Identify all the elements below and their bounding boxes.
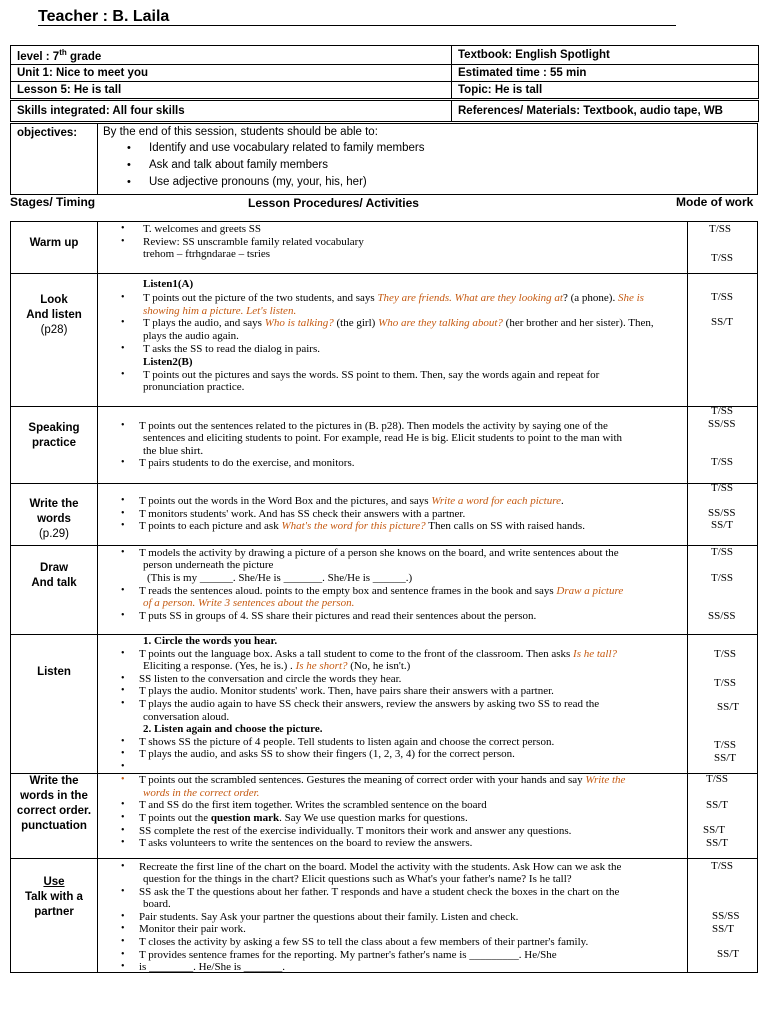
bullet-icon: • [121,508,125,519]
mode-of-work: T/SS [714,677,737,689]
stage-listen: Listen [37,666,71,678]
bullet-icon: • [121,343,125,354]
objectives-divider [97,124,98,194]
activity-subheading: Listen2(B) [143,356,193,368]
procedure-item: T plays the audio, and asks SS to show their fingers (1, 2, 3, 4) for the correct person. [139,748,515,760]
teacher-underline [38,25,676,26]
mode-of-work: SS/T [712,923,735,935]
procedure-item: T reads the sentences aloud. points to the empty box and sentence frames in the book and says Draw a picture [139,585,624,597]
bullet-icon: • [121,825,125,836]
row-divider [11,273,757,274]
procedure-item: T shows SS the picture of 4 people. Tell students to listen again and choose the correct person. [139,736,555,748]
topic-cell: Topic: He is tall [452,81,759,98]
references-cell: References/ Materials: Textbook, audio tape, WB [452,100,759,121]
mode-of-work: SS/SS [708,610,736,622]
mode-of-work: T/SS [709,223,732,235]
procedure-item: the blue shirt. [143,445,204,457]
activity-subheading: Listen1(A) [143,278,194,290]
stage-write-the-words: Write the words (p.29) [29,498,79,540]
procedure-item: T pairs students to do the exercise, and monitors. [139,457,355,469]
lesson-cell: Lesson 5: He is tall [11,81,452,98]
procedure-item: SS listen to the conversation and circle the words they hear. [139,673,402,685]
procedure-item: T plays the audio. Monitor students' work. Then, have pairs share their answers with a partner. [139,685,554,697]
objective-item: Use adjective pronouns (my, your, his, her) [149,176,367,188]
bullet-icon: • [121,547,125,558]
mode-of-work: T/SS [711,860,734,872]
mode-of-work: SS/T [717,948,740,960]
procedure-item: conversation aloud. [143,711,230,723]
bullet-icon: • [121,673,125,684]
mode-of-work: T/SS [706,773,729,785]
procedure-item: T points out the picture of the two students, and says They are friends. What are they looking at? (a phone). She is [143,292,644,304]
mode-of-work: T/SS [711,456,734,468]
procedure-item: pronunciation practice. [143,381,245,393]
bullet-icon: • [121,861,125,872]
bullet-icon: • [121,648,125,659]
mode-of-work: SS/T [711,519,734,531]
bullet-icon: • [121,774,125,785]
procedure-item: T asks volunteers to write the sentences on the board to review the answers. [139,837,473,849]
mode-of-work: T/SS [711,405,734,417]
procedure-item: Pair students. Say Ask your partner the questions about their family. Listen and check. [139,911,519,923]
procedure-item: is ________. He/She is _______. [139,961,286,973]
bullet-icon: • [121,236,125,247]
unit-cell: Unit 1: Nice to meet you [11,64,452,81]
stage-warm-up: Warm up [29,237,79,249]
mode-of-work: T/SS [711,482,734,494]
procedure-item: T provides sentence frames for the reporting. My partner's father's name is _________. He/She [139,949,557,961]
row-divider [11,634,757,635]
stage-correct-order: Write the words in the correct order. punctuation [16,775,92,832]
bullet-icon: • [121,949,125,960]
mode-of-work: T/SS [714,739,737,751]
procedure-item: showing him a picture. Let's listen. [143,305,297,317]
mode-of-work: T/SS [714,648,737,660]
procedure-item: question for the things in the chart? Elicit questions such as What's your father's name? Is he tall? [143,873,572,885]
procedure-item: T and SS do the first item together. Writes the scrambled sentence on the board [139,799,487,811]
procedure-item: board. [143,898,171,910]
bullet-icon: • [127,159,131,171]
row-divider [11,406,757,407]
mode-of-work: T/SS [711,546,734,558]
bullet-icon: • [121,520,125,531]
procedure-item: sentences and eliciting students to point. For example, read He is big. Elicit students to point to the man with [143,432,623,444]
procedure-item: Monitor their pair work. [139,923,246,935]
procedure-item: plays the audio again. [143,330,239,342]
lesson-header-table [10,45,759,122]
bullet-icon: • [121,317,125,328]
procedure-item: SS complete the rest of the exercise individually. T monitors their work and answer any questions. [139,825,572,837]
column-divider [97,222,98,972]
bullet-icon: • [121,923,125,934]
lesson-procedures-table [10,221,758,973]
mode-of-work: SS/T [711,316,734,328]
teacher-name: Teacher : B. Laila [38,8,170,25]
stage-look-and-listen: Look And listen (p28) [26,294,82,336]
procedure-item: T closes the activity by asking a few SS to tell the class about a few members of their partner's family. [139,936,589,948]
stages-column-header: Stages/ Timing [10,195,96,209]
bullet-icon: • [121,698,125,709]
stage-draw-and-talk: Draw And talk [31,562,77,589]
procedure-item: T plays the audio again to have SS check their answers, review the answers by asking two SS to read the [139,698,600,710]
procedure-item: T models the activity by drawing a picture of a person she knows on the board, and write sentences about the [139,547,619,559]
objective-item: Ask and talk about family members [149,159,328,171]
procedure-item: SS ask the T the questions about her father. T responds and have a student check the boxes in the chart on the [139,886,620,898]
bullet-icon: • [121,812,125,823]
mode-of-work: SS/SS [712,910,740,922]
bullet-icon: • [121,292,125,303]
procedure-item: Review: SS unscramble family related vocabulary [143,236,364,248]
procedure-item: T points to each picture and ask What's the word for this picture? Then calls on SS with raised hands. [139,520,585,532]
bullet-icon: • [121,936,125,947]
bullet-icon: • [121,886,125,897]
procedure-item: T puts SS in groups of 4. SS share their pictures and read their sentences about the person. [139,610,537,622]
row-divider [11,483,757,484]
procedure-item: trehom – ftrhgndarae – tsries [143,248,271,260]
procedure-item: Recreate the first line of the chart on the board. Model the activity with the students. Ask How can we ask the [139,861,622,873]
objectives-intro: By the end of this session, students should be able to: [103,126,378,138]
level-cell: level : 7th grade [11,46,452,65]
bullet-icon: • [121,495,125,506]
procedure-item: (This is my ______. She/He is _______. She/He is ______.) [147,572,413,584]
bullet-icon: • [121,610,125,621]
bullet-icon: • [121,457,125,468]
mode-of-work: SS/T [703,824,726,836]
objectives-label: objectives: [17,127,78,139]
bullet-icon: • [121,748,125,759]
procedure-item: T monitors students' work. And has SS check their answers with a partner. [139,508,466,520]
row-divider [11,545,757,546]
bullet-icon: • [127,176,131,188]
bullet-icon: • [121,420,125,431]
mode-column-header: Mode of work [676,195,754,209]
objective-item: Identify and use vocabulary related to family members [149,142,425,154]
mode-of-work: SS/T [706,837,729,849]
objectives-box [10,123,758,195]
procedure-item: T points out the language box. Asks a tall student to come to the front of the classroom. Then asks Is he tall? [139,648,618,660]
activity-subheading: 2. Listen again and choose the picture. [143,723,323,735]
mode-of-work: SS/SS [708,507,736,519]
bullet-icon: • [121,585,125,596]
mode-of-work: SS/T [714,752,737,764]
procedure-item: of a person. Write 3 sentences about the person. [143,597,355,609]
procedure-item: words in the correct order. [143,787,260,799]
stage-speaking-practice: Speaking practice [28,422,80,449]
row-divider [11,858,757,859]
mode-of-work: T/SS [711,291,734,303]
procedures-column-header: Lesson Procedures/ Activities [248,196,419,210]
mode-of-work: SS/T [717,701,740,713]
bullet-icon: • [121,799,125,810]
skills-cell: Skills integrated: All four skills [11,100,452,121]
procedure-item: T points out the pictures and says the words. SS point to them. Then, say the words again and repeat for [143,369,600,381]
bullet-icon: • [121,685,125,696]
mode-of-work: SS/T [706,799,729,811]
bullet-icon: • [121,761,125,772]
procedure-item: T asks the SS to read the dialog in pairs. [143,343,320,355]
mode-of-work: SS/SS [708,418,736,430]
procedure-item: Eliciting a response. (Yes, he is.) . Is he short? (No, he isn't.) [143,660,411,672]
bullet-icon: • [121,223,125,234]
procedure-item: T. welcomes and greets SS [143,223,262,235]
time-cell: Estimated time : 55 min [452,64,759,81]
procedure-item: T plays the audio, and says Who is talking? (the girl) Who are they talking about? (her brother and her sister). Then, [143,317,654,329]
bullet-icon: • [127,142,131,154]
procedure-item: T points out the question mark. Say We use question marks for questions. [139,812,468,824]
bullet-icon: • [121,961,125,972]
bullet-icon: • [121,911,125,922]
procedure-item: person underneath the picture [143,559,274,571]
procedure-item: T points out the scrambled sentences. Gestures the meaning of correct order with your hands and say Write the [139,774,626,786]
bullet-icon: • [121,736,125,747]
mode-of-work: T/SS [711,572,734,584]
procedure-item: T points out the sentences related to the pictures in (B. p28). Then models the activity by saying one of the [139,420,608,432]
textbook-cell: Textbook: English Spotlight [452,46,759,65]
activity-subheading: 1. Circle the words you hear. [143,635,278,647]
procedure-item: T points out the words in the Word Box and the pictures, and says Write a word for each picture. [139,495,564,507]
mode-of-work: T/SS [711,252,734,264]
stage-talk-with-partner: Use Talk with a partner [25,876,83,918]
bullet-icon: • [121,837,125,848]
bullet-icon: • [121,369,125,380]
